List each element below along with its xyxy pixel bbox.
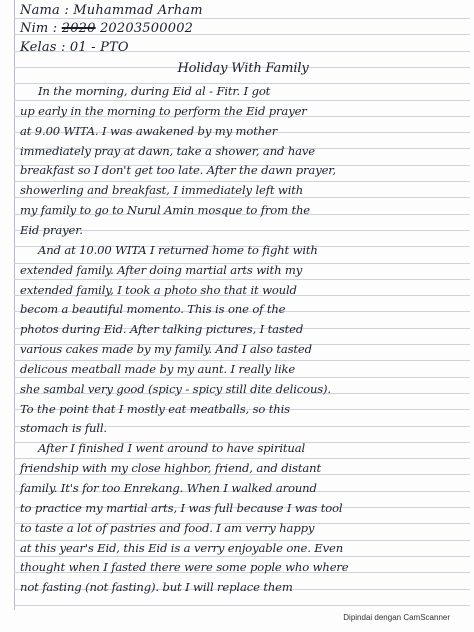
ruled-line [14,458,470,459]
margin-line [14,0,15,610]
essay-line: immediately pray at dawn, take a shower, and have [20,143,316,158]
essay-line: To the point that I mostly eat meatballs, so this [20,401,290,416]
essay-line: my family to go to Nurul Amin mosque to from the [20,203,311,218]
ruled-line [14,100,470,101]
essay-line: to taste a lot of pastries and food. I am verry happy [20,520,315,535]
nim-label: Nim : [20,21,58,36]
kelas-line: Kelas : 01 - PTO [20,40,129,55]
essay-line: friendship with my close highbor, friend, and distant [20,461,321,476]
scanner-watermark: Dipindai dengan CamScanner [343,613,450,622]
ruled-line [14,556,470,557]
essay-line: extended family, I took a photo sho that it would [20,282,297,297]
essay-line: thought when I fasted there were some pople who where [20,560,349,575]
essay-line: stomach is full. [20,421,107,436]
ruled-line [14,18,470,19]
essay-line: up early in the morning to perform the Eid prayer [20,103,307,118]
essay-line: she sambal very good (spicy - spicy still dite delicous). [20,381,331,396]
ruled-line [14,181,470,182]
essay-line: not fasting (not fasting). but I will replace them [20,580,293,595]
ruled-line [14,605,470,606]
essay-line: Eid prayer. [20,222,83,237]
essay-line: breakfast so I don't get too late. After the dawn prayer, [20,163,336,178]
essay-line: extended family. After doing martial arts with my [20,262,303,277]
essay-line: delicous meatball made by my aunt. I really like [20,361,296,376]
nim-line [20,22,466,36]
essay-line: at this year's Eid, this Eid is a verry enjoyable one. Even [20,540,344,555]
name-line: Nama : Muhammad Arham [20,3,203,18]
essay-line: to practice my martial arts, I was full because I was tool [20,500,343,515]
essay-line: at 9.00 WITA. I was awakened by my mother [20,123,278,138]
essay-line: In the morning, during Eid al - Fitr. I got [38,84,271,98]
ruled-line [14,377,470,378]
ruled-line [14,279,470,280]
essay-line: showerling and breakfast, I immediately left with [20,183,304,198]
essay-line: becom a beautiful momento. This is one of the [20,302,286,317]
essay-title: Holiday With Family [177,61,309,76]
essay-line: After I finished I went around to have spiritual [38,441,306,456]
ruled-line [14,197,470,198]
essay-line: family. It's for too Enrekang. When I walked around [20,481,317,495]
essay-line: various cakes made by my family. And I also tasted [20,342,312,357]
essay-line: And at 10.00 WITA I returned home to fight with [38,242,318,257]
nim-value: 20203500002 [99,21,194,36]
nim-struck-digits: 2020 [61,21,96,36]
essay-line: photos during Eid. After talking pictures, I tasted [20,322,304,337]
